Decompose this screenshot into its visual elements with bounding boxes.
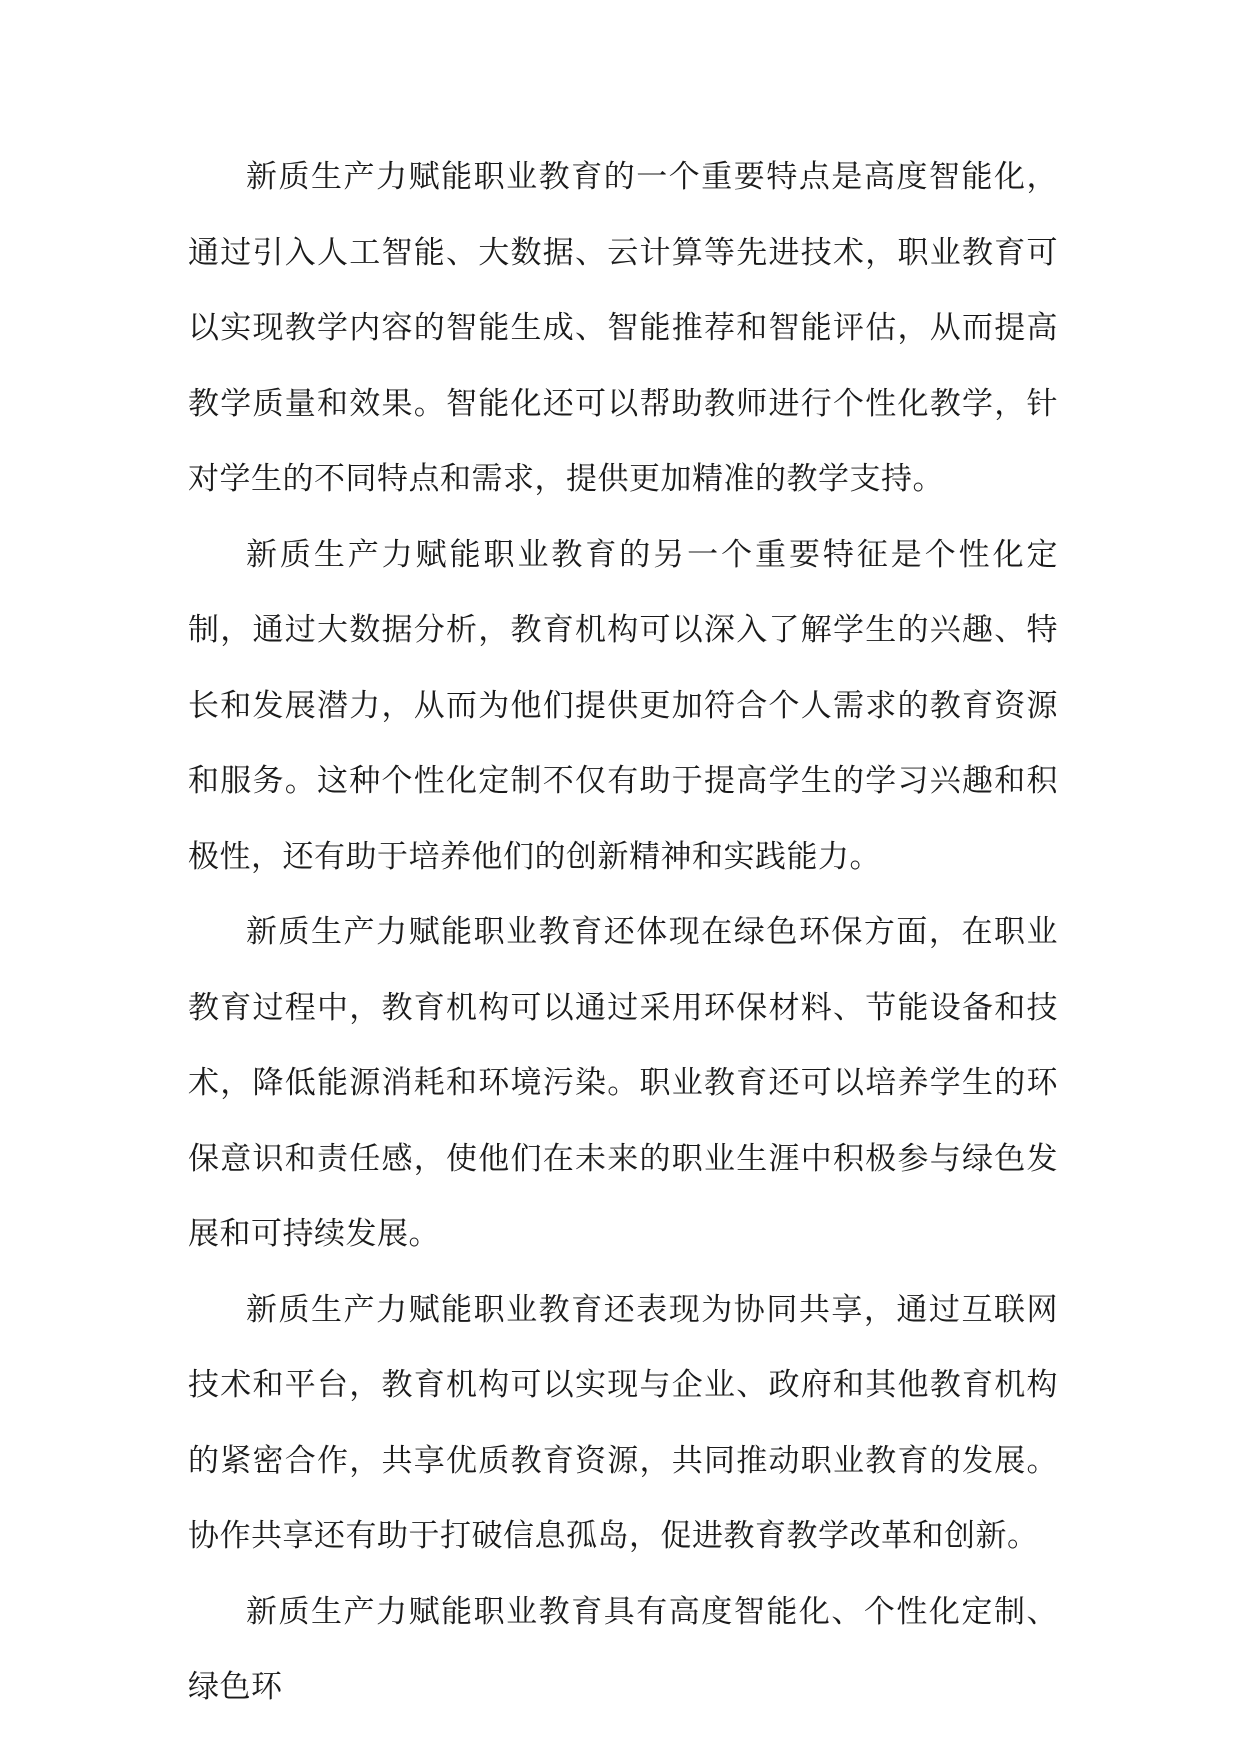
paragraph-collaboration: 新质生产力赋能职业教育还表现为协同共享，通过互联网技术和平台，教育机构可以实现与企业、政府和其他教育机构的紧密合作，共享优质教育资源，共同推动职业教育的发展。协作共享还有助于打破信息孤岛，促进教育教学改革和创新。 <box>188 1291 1058 1554</box>
paragraph-summary: 新质生产力赋能职业教育具有高度智能化、个性化定制、绿色环 <box>188 1593 1058 1705</box>
paragraph-intelligence: 新质生产力赋能职业教育的一个重要特点是高度智能化，通过引入人工智能、大数据、云计算等先进技术，职业教育可以实现教学内容的智能生成、智能推荐和智能评估，从而提高教学质量和效果。智能化还可以帮助教师进行个性化教学，针对学生的不同特点和需求，提供更加精准的教学支持。 <box>188 159 1058 497</box>
paragraph-personalization: 新质生产力赋能职业教育的另一个重要特征是个性化定制，通过大数据分析，教育机构可以深入了解学生的兴趣、特长和发展潜力，从而为他们提供更加符合个人需求的教育资源和服务。这种个性化定制不仅有助于提高学生的学习兴趣和积极性，还有助于培养他们的创新精神和实践能力。 <box>188 536 1058 875</box>
document-body <box>188 140 1058 1726</box>
paragraph-green: 新质生产力赋能职业教育还体现在绿色环保方面，在职业教育过程中，教育机构可以通过采用环保材料、节能设备和技术，降低能源消耗和环境污染。职业教育还可以培养学生的环保意识和责任感，使他们在未来的职业生涯中积极参与绿色发展和可持续发展。 <box>188 914 1058 1252</box>
